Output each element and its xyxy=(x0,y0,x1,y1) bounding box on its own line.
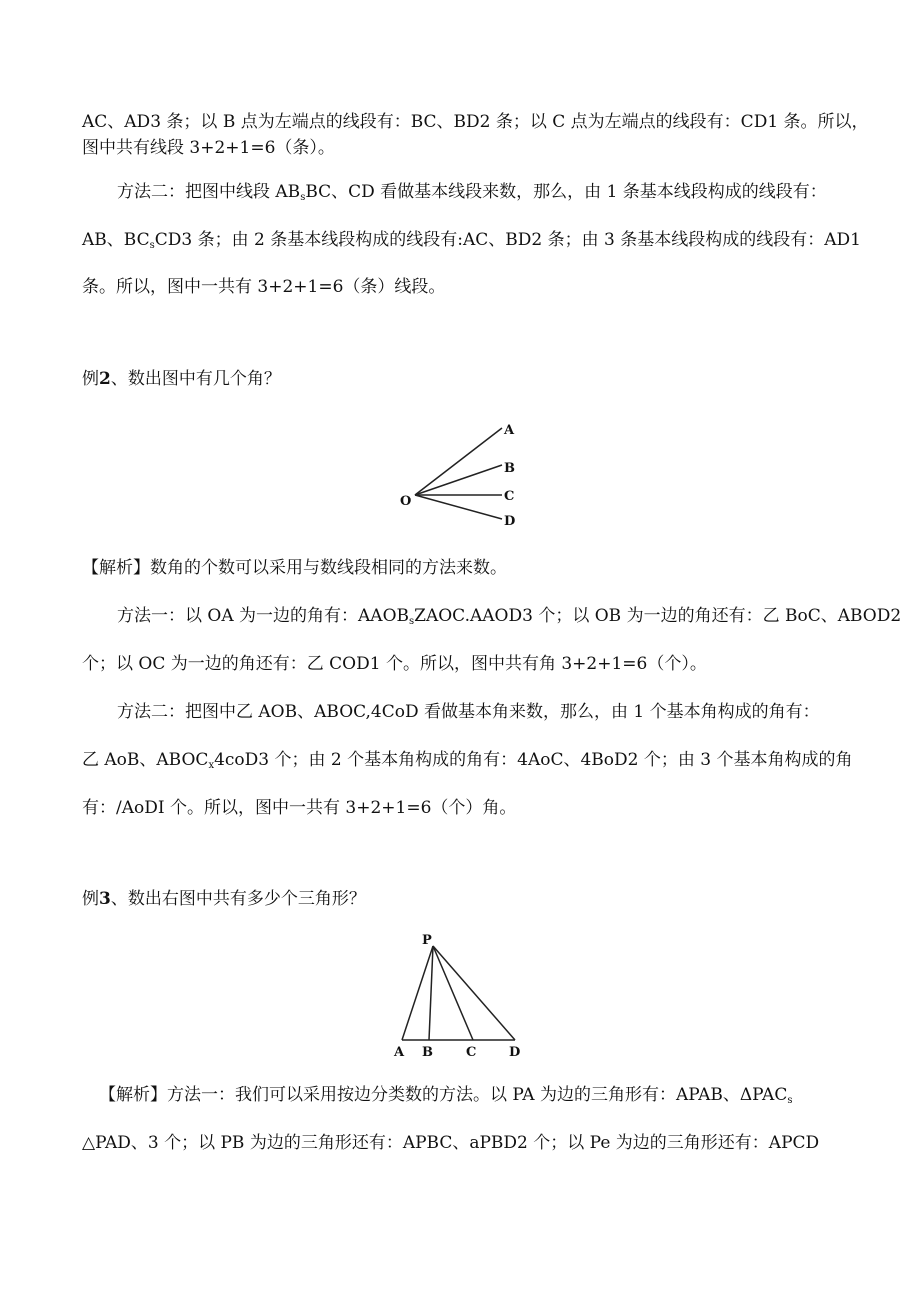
text-line xyxy=(99,1083,792,1107)
text-span: ZAOC.AAOD3 个；以 OB 为一边的角还有：乙 BoC、ABOD2 xyxy=(414,606,902,626)
analysis-title: 【解析】 xyxy=(82,558,150,578)
text-line xyxy=(117,604,901,628)
example-2-heading xyxy=(82,367,281,391)
example-question: 、数出右图中共有多少个三角形？ xyxy=(110,889,366,909)
text-span: 数角的个数可以采用与数线段相同的方法来数。 xyxy=(150,558,507,578)
text-line xyxy=(82,556,507,580)
text-line: AC、AD3 条；以 B 点为左端点的线段有：BC、BD2 条；以 C 点为左端点的线段有：CD1 条。所以， xyxy=(82,112,869,132)
segment-pa xyxy=(402,946,433,1040)
text-span: 方法一：我们可以采用按边分类数的方法。以 PA 为边的三角形有：APAB、ΔPAC xyxy=(167,1085,788,1105)
segment-pd xyxy=(433,946,515,1040)
text-line xyxy=(82,228,861,252)
segment-pc xyxy=(433,946,473,1040)
text-line: 图中共有线段 3+2+1=6（条）。 xyxy=(82,138,335,158)
text-line: 条。所以，图中一共有 3+2+1=6（条）线段。 xyxy=(82,277,446,297)
angle-figure xyxy=(390,415,530,535)
label-p: P xyxy=(422,933,432,948)
text-span: CD3 条；由 2 条基本线段构成的线段有:AC、BD2 条；由 3 条基本线段构成的线段有：AD1 xyxy=(154,230,861,250)
label-o: O xyxy=(400,494,412,509)
segment-pb xyxy=(429,946,433,1040)
label-a: A xyxy=(504,423,515,438)
label-d: D xyxy=(509,1045,521,1060)
example-number: 2 xyxy=(99,369,111,389)
text-line: △PAD、3 个；以 PB 为边的三角形还有：APBC、aPBD2 个；以 Pe 为边的三角形还有：APCD xyxy=(82,1133,820,1153)
label-c: C xyxy=(466,1045,477,1060)
subscript: s xyxy=(149,240,155,251)
text-line: 个；以 OC 为一边的角还有：乙 COD1 个。所以，图中共有角 3+2+1=6（个）。 xyxy=(82,654,707,674)
ray-ob xyxy=(415,465,502,495)
label-c: C xyxy=(504,489,515,504)
text-span: 方法一：以 OA 为一边的角有：AAOB xyxy=(117,606,410,626)
text-line xyxy=(82,748,852,772)
subscript: s xyxy=(300,192,306,203)
label-b: B xyxy=(422,1045,433,1060)
label-a: A xyxy=(394,1045,405,1060)
analysis-title: 【解析】 xyxy=(99,1085,167,1105)
example-question: 、数出图中有几个角？ xyxy=(110,369,281,389)
text-span: 乙 AoB、ABOC xyxy=(82,750,209,770)
example-prefix: 例 xyxy=(82,369,99,389)
text-line: 方法二：把图中乙 AOB、ABOC,4CoD 看做基本角来数，那么，由 1 个基本角构成的角有： xyxy=(117,702,820,722)
subscript: x xyxy=(208,760,215,771)
text-span: 方法二：把图中线段 AB xyxy=(117,182,301,202)
example-3-heading xyxy=(82,887,366,911)
ray-od xyxy=(415,495,502,519)
text-line xyxy=(117,180,827,204)
example-number: 3 xyxy=(99,889,111,909)
example-prefix: 例 xyxy=(82,889,99,909)
triangle-figure xyxy=(385,930,535,1060)
text-span: BC、CD 看做基本线段来数，那么，由 1 条基本线段构成的线段有： xyxy=(305,182,827,202)
text-span: AB、BC xyxy=(82,230,150,250)
text-span: 4coD3 个；由 2 个基本角构成的角有：4AoC、4BoD2 个；由 3 个基本角构成的角 xyxy=(214,750,853,770)
subscript: s xyxy=(409,616,415,627)
label-d: D xyxy=(504,514,516,529)
label-b: B xyxy=(504,461,515,476)
subscript: s xyxy=(787,1095,793,1106)
ray-oa xyxy=(415,428,502,495)
text-line: 有：/AoDI 个。所以，图中一共有 3+2+1=6（个）角。 xyxy=(82,798,517,818)
